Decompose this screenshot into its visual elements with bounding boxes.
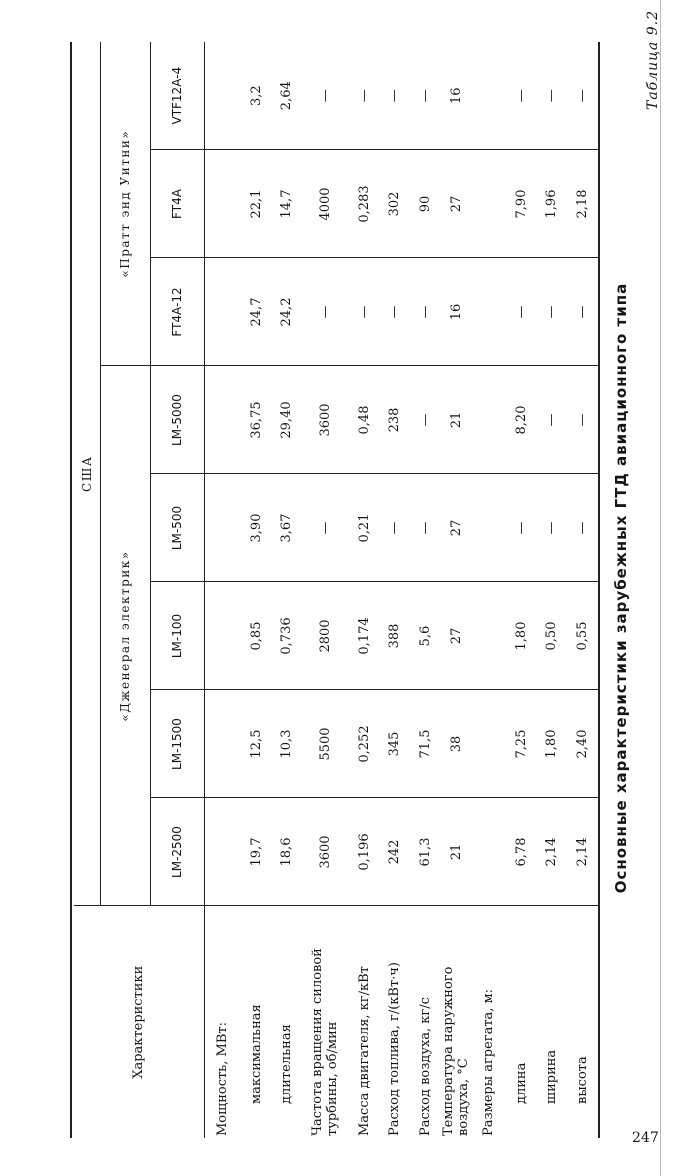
table-cell: 27: [441, 474, 472, 582]
table-cell: 1,96: [537, 150, 568, 258]
table-caption: Таблица 9.2: [645, 10, 661, 110]
table-cell: 12,5: [241, 690, 272, 798]
table-cell: 24,2: [271, 258, 302, 366]
table-row: [441, 42, 472, 1138]
manufacturer-pw-header: «Пратт энд Уитни»: [100, 42, 150, 366]
table-cell: 3600: [302, 798, 349, 906]
table-cell: [471, 366, 506, 474]
model-header: LM-5000: [150, 366, 204, 474]
table-cell: [204, 258, 241, 366]
table-cell: 36,75: [241, 366, 272, 474]
table-cell: —: [537, 42, 568, 150]
model-header: LM-500: [150, 474, 204, 582]
table-cell: [204, 42, 241, 150]
country-header: США: [74, 42, 100, 906]
table-cell: [204, 150, 241, 258]
table-row: [380, 42, 411, 1138]
table-cell: [471, 150, 506, 258]
table-row: [471, 42, 506, 1138]
row-label: Расход воздуха, кг/с: [417, 997, 433, 1136]
table-cell: 16: [441, 42, 472, 150]
table-cell: [471, 798, 506, 906]
table-cell: 14,7: [271, 150, 302, 258]
table-row: [567, 42, 598, 1138]
table-cell: —: [302, 258, 349, 366]
table-cell: 29,40: [271, 366, 302, 474]
table-cell: 3,67: [271, 474, 302, 582]
table-cell: —: [349, 42, 380, 150]
table-cell: [204, 798, 241, 906]
table-cell: 2,18: [567, 150, 598, 258]
table-cell: 18,6: [271, 798, 302, 906]
table-cell: —: [410, 42, 441, 150]
table-cell: 0,85: [241, 582, 272, 690]
row-label: высота: [575, 1056, 591, 1104]
table-cell: 61,3: [410, 798, 441, 906]
table-row: [271, 42, 302, 1138]
table-row: [241, 42, 272, 1138]
table-bottom-rule: [598, 42, 600, 1138]
table-cell: 302: [380, 150, 411, 258]
table-cell: 22,1: [241, 150, 272, 258]
row-label: Температура наружного воздуха, °С: [441, 966, 472, 1136]
table-cell: [471, 690, 506, 798]
table-cell: —: [567, 366, 598, 474]
table-row: [506, 42, 537, 1138]
table-cell: 7,25: [506, 690, 537, 798]
table-cell: [471, 582, 506, 690]
table-cell: 0,21: [349, 474, 380, 582]
row-label: Расход топлива, г/(кВт·ч): [387, 962, 403, 1136]
table-cell: [204, 366, 241, 474]
table-cell: 2,14: [567, 798, 598, 906]
table-cell: 3,2: [241, 42, 272, 150]
table-cell: —: [506, 258, 537, 366]
table-body: [204, 42, 598, 1138]
table-cell: 19,7: [241, 798, 272, 906]
characteristics-header: Характеристики: [74, 906, 204, 1138]
row-label: Масса двигателя, кг/кВт: [356, 966, 372, 1136]
row-label: Частота вращения силовой турбины, об/мин: [310, 948, 341, 1136]
table-cell: 0,55: [567, 582, 598, 690]
table-cell: 27: [441, 582, 472, 690]
table-cell: 1,80: [506, 582, 537, 690]
table-cell: 16: [441, 258, 472, 366]
table-cell: —: [506, 474, 537, 582]
table-cell: 0,252: [349, 690, 380, 798]
model-header: LM-100: [150, 582, 204, 690]
table-cell: 0,283: [349, 150, 380, 258]
table-cell: —: [410, 366, 441, 474]
table-cell: 238: [380, 366, 411, 474]
manufacturer-ge-header: «Дженерал электрик»: [100, 366, 150, 906]
table-cell: 3,90: [241, 474, 272, 582]
table-cell: 2,40: [567, 690, 598, 798]
table-cell: 5,6: [410, 582, 441, 690]
table-cell: 2,14: [537, 798, 568, 906]
table-cell: 8,20: [506, 366, 537, 474]
row-label: максимальная: [248, 1004, 264, 1104]
model-header: LM-2500: [150, 798, 204, 906]
model-header: LM-1500: [150, 690, 204, 798]
table-cell: —: [380, 258, 411, 366]
table-cell: —: [410, 258, 441, 366]
table-cell: 1,80: [537, 690, 568, 798]
table-row: [204, 42, 241, 1138]
specs-table: [74, 42, 598, 1138]
table-cell: —: [506, 42, 537, 150]
table-cell: 345: [380, 690, 411, 798]
row-label: ширина: [544, 1049, 560, 1104]
table-cell: 10,3: [271, 690, 302, 798]
table-cell: 4000: [302, 150, 349, 258]
table-top-rule: [70, 42, 72, 1138]
row-label: Мощность, МВт:: [215, 1022, 231, 1136]
table-cell: 27: [441, 150, 472, 258]
table-row: [410, 42, 441, 1138]
table-cell: 7,90: [506, 150, 537, 258]
table-cell: 0,174: [349, 582, 380, 690]
table-cell: 6,78: [506, 798, 537, 906]
table-cell: [471, 474, 506, 582]
table-cell: —: [410, 474, 441, 582]
table-cell: [204, 690, 241, 798]
table-cell: —: [302, 42, 349, 150]
page-number: 247: [632, 1130, 659, 1146]
table-cell: —: [537, 474, 568, 582]
table-row: [349, 42, 380, 1138]
table-cell: [204, 474, 241, 582]
table-cell: 2,64: [271, 42, 302, 150]
table-cell: 3600: [302, 366, 349, 474]
table-cell: [471, 42, 506, 150]
table-cell: 5500: [302, 690, 349, 798]
table-cell: —: [537, 258, 568, 366]
table-cell: 0,736: [271, 582, 302, 690]
table-cell: 242: [380, 798, 411, 906]
row-label: Размеры агрегата, м:: [481, 988, 497, 1136]
model-header: FT4A-12: [150, 258, 204, 366]
model-header: VTF12A-4: [150, 42, 204, 150]
table-title: Основные характеристики зарубежных ГТД авиационного типа: [612, 282, 630, 894]
table-cell: [471, 258, 506, 366]
row-label: длительная: [279, 1024, 295, 1104]
table-cell: —: [380, 42, 411, 150]
table-cell: —: [380, 474, 411, 582]
table-cell: —: [537, 366, 568, 474]
table-cell: 21: [441, 798, 472, 906]
row-label: длина: [513, 1062, 529, 1104]
table-cell: —: [567, 258, 598, 366]
table-row: [537, 42, 568, 1138]
table-cell: 38: [441, 690, 472, 798]
table-cell: 21: [441, 366, 472, 474]
table-cell: 0,48: [349, 366, 380, 474]
table-cell: —: [567, 474, 598, 582]
table-cell: 0,196: [349, 798, 380, 906]
table-cell: —: [349, 258, 380, 366]
table-cell: 2800: [302, 582, 349, 690]
table-cell: —: [302, 474, 349, 582]
table-row: [302, 42, 349, 1138]
model-header: FT4A: [150, 150, 204, 258]
table-cell: 388: [380, 582, 411, 690]
table-cell: —: [567, 42, 598, 150]
table-cell: [204, 582, 241, 690]
table-cell: 90: [410, 150, 441, 258]
table-cell: 0,50: [537, 582, 568, 690]
table-cell: 71,5: [410, 690, 441, 798]
table-cell: 24,7: [241, 258, 272, 366]
